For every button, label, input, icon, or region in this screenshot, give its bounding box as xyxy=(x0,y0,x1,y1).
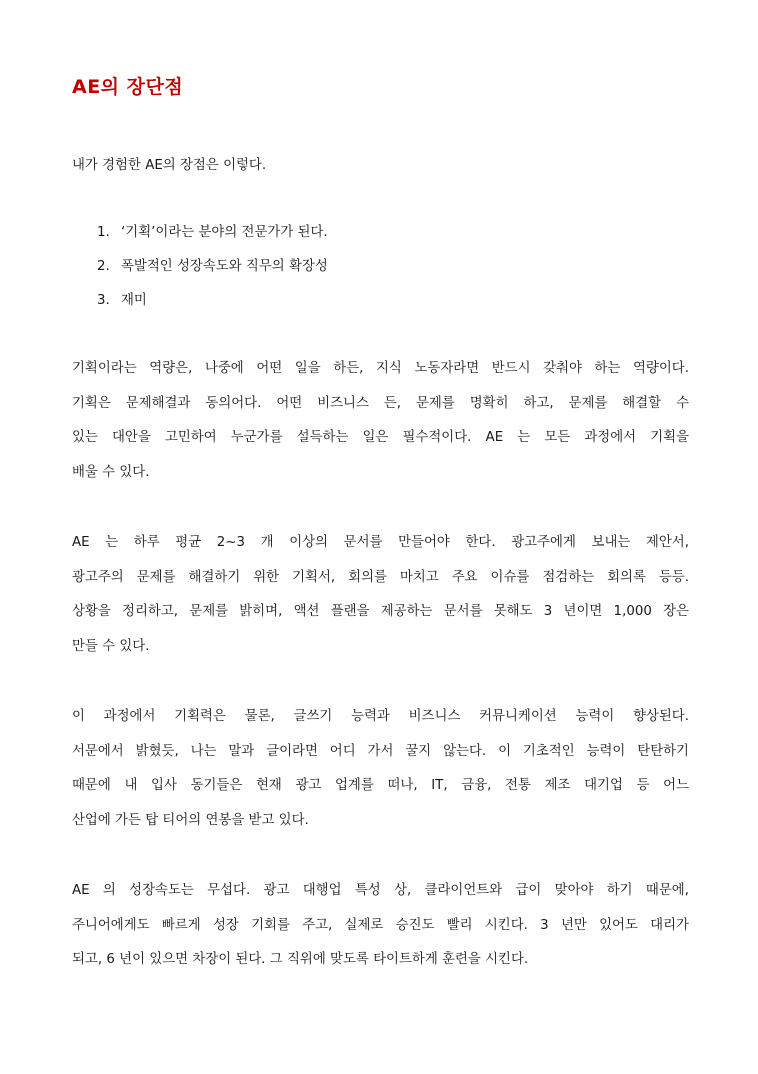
advantages-list xyxy=(97,222,328,324)
paragraph-line: AE 의 성장속도는 무섭다. 광고 대행업 특성 상, 클라이언트와 급이 맞아야 하기 때문에, xyxy=(72,883,689,898)
paragraph-documents xyxy=(72,526,689,664)
paragraph-line: 광고주의 문제를 해결하기 위한 기획서, 회의를 마치고 주요 이슈를 점검하는 회의록 등등. xyxy=(72,569,689,585)
paragraph-growth xyxy=(72,874,689,978)
paragraph-line: 때문에 내 입사 동기들은 현재 광고 업계를 떠나, IT, 금융, 전통 제조 대기업 등 어느 xyxy=(72,778,689,793)
paragraph-line: 서문에서 밝혔듯, 나는 말과 글이라면 어디 가서 꿀지 않는다. 이 기초적인 능력이 탄탄하기 xyxy=(72,743,689,759)
list-number: 3. xyxy=(97,293,110,308)
list-item-text: ‘기획’이라는 분야의 전문가가 된다. xyxy=(121,225,328,240)
paragraph-planning xyxy=(72,352,689,490)
list-item xyxy=(97,222,328,256)
intro-sentence: 내가 경험한 AE의 장점은 이렇다. xyxy=(72,158,267,173)
paragraph-line: 주니어에게도 빠르게 성장 기회를 주고, 실제로 승진도 빨리 시킨다. 3 년만 있어도 대리가 xyxy=(72,917,689,933)
paragraph-line: 만들 수 있다. xyxy=(72,638,150,654)
paragraph-line: AE 는 하루 평균 2~3 개 이상의 문서를 만들어야 한다. 광고주에게 보내는 제안서, xyxy=(72,535,689,550)
paragraph-line: 이 과정에서 기획력은 물론, 글쓰기 능력과 비즈니스 커뮤니케이션 능력이 향상된다. xyxy=(72,709,689,724)
paragraph-line: 기획이라는 역량은, 나중에 어떤 일을 하든, 지식 노동자라면 반드시 갖춰야 하는 역량이다. xyxy=(72,361,689,376)
paragraph-line: 되고, 6 년이 있으면 차장이 된다. 그 직위에 맞도록 타이트하게 훈련을 시킨다. xyxy=(72,952,529,967)
list-number: 1. xyxy=(97,225,110,240)
list-item-text: 재미 xyxy=(121,293,147,308)
paragraph-line: 기획은 문제해결과 동의어다. 어떤 비즈니스 든, 문제를 명확히 하고, 문제를 해결할 수 xyxy=(72,395,689,411)
paragraph-line: 있는 대안을 고민하여 누군가를 설득하는 일은 필수적이다. AE 는 모든 과정에서 기획을 xyxy=(72,430,689,445)
list-item xyxy=(97,290,328,324)
list-item xyxy=(97,256,328,290)
paragraph-skills xyxy=(72,700,689,838)
list-item-text: 폭발적인 성장속도와 직무의 확장성 xyxy=(121,259,328,274)
list-number: 2. xyxy=(97,259,110,274)
paragraph-line: 산업에 가든 탑 티어의 연봉을 받고 있다. xyxy=(72,812,309,828)
paragraph-line: 상황을 정리하고, 문제를 밝히며, 액션 플랜을 제공하는 문서를 못해도 3 년이면 1,000 장은 xyxy=(72,604,689,619)
document-title: AE의 장단점 xyxy=(72,76,184,98)
paragraph-line: 배울 수 있다. xyxy=(72,464,150,480)
